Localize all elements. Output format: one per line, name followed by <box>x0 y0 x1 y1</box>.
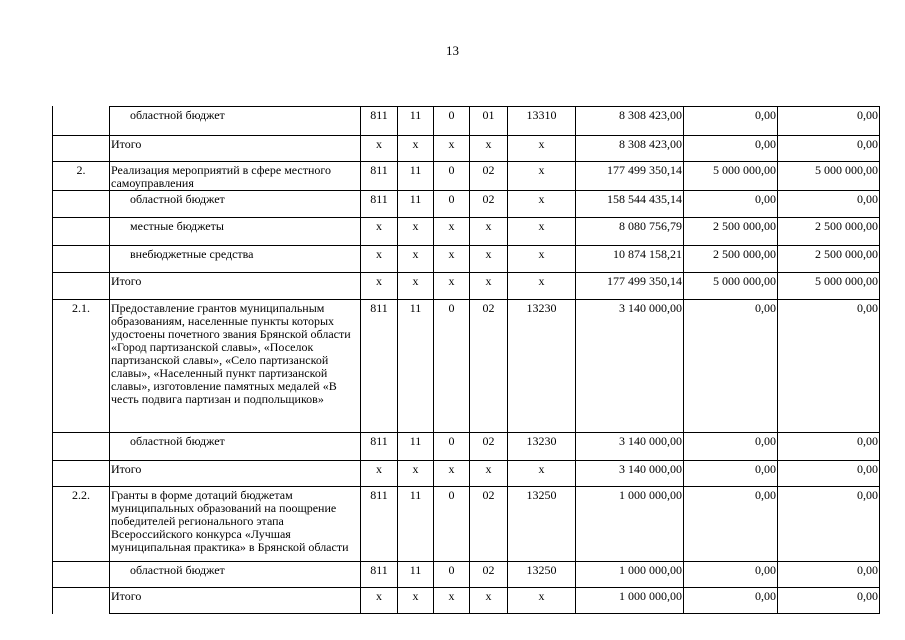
section-code-cell: х <box>398 246 434 273</box>
direction-code-cell: 13250 <box>508 562 576 588</box>
direction-code-cell: х <box>508 191 576 218</box>
amount-year3-cell: 0,00 <box>778 461 880 487</box>
subprogram-code-cell: 01 <box>470 107 508 136</box>
table-row <box>53 300 880 433</box>
amount-year1-cell: 8 308 423,00 <box>576 136 684 162</box>
direction-code-cell: 13310 <box>508 107 576 136</box>
section-code-cell: 11 <box>398 487 434 562</box>
row-number-cell: 2.1. <box>53 300 110 433</box>
amount-year3-cell: 0,00 <box>778 191 880 218</box>
row-number-cell <box>53 433 110 461</box>
subprogram-code-cell: х <box>470 218 508 246</box>
direction-code-cell: х <box>508 136 576 162</box>
amount-year1-cell: 3 140 000,00 <box>576 461 684 487</box>
grbs-code-cell: 811 <box>361 191 398 218</box>
row-number-cell <box>53 218 110 246</box>
section-code-cell: х <box>398 136 434 162</box>
amount-year2-cell: 2 500 000,00 <box>684 218 778 246</box>
program-code-cell: х <box>434 588 470 614</box>
direction-code-cell: х <box>508 246 576 273</box>
row-number-cell <box>53 107 110 136</box>
direction-code-cell: 13230 <box>508 300 576 433</box>
grbs-code-cell: х <box>361 461 398 487</box>
row-name-cell: Итого <box>110 273 361 300</box>
row-number-cell <box>53 461 110 487</box>
grbs-code-cell: 811 <box>361 433 398 461</box>
program-code-cell: 0 <box>434 162 470 191</box>
amount-year2-cell: 0,00 <box>684 136 778 162</box>
amount-year2-cell: 0,00 <box>684 191 778 218</box>
grbs-code-cell: х <box>361 273 398 300</box>
amount-year2-cell: 5 000 000,00 <box>684 162 778 191</box>
direction-code-cell: х <box>508 273 576 300</box>
subprogram-code-cell: 02 <box>470 162 508 191</box>
section-code-cell: х <box>398 218 434 246</box>
table-row <box>53 107 880 136</box>
subprogram-code-cell: х <box>470 273 508 300</box>
amount-year2-cell: 5 000 000,00 <box>684 273 778 300</box>
section-code-cell: 11 <box>398 162 434 191</box>
amount-year2-cell: 0,00 <box>684 433 778 461</box>
amount-year1-cell: 3 140 000,00 <box>576 300 684 433</box>
section-code-cell: 11 <box>398 191 434 218</box>
table-row <box>53 273 880 300</box>
table-row <box>53 433 880 461</box>
grbs-code-cell: 811 <box>361 162 398 191</box>
table-row <box>53 246 880 273</box>
grbs-code-cell: 811 <box>361 487 398 562</box>
program-code-cell: 0 <box>434 107 470 136</box>
direction-code-cell: х <box>508 588 576 614</box>
program-code-cell: х <box>434 136 470 162</box>
table-row <box>53 461 880 487</box>
amount-year3-cell: 2 500 000,00 <box>778 218 880 246</box>
grbs-code-cell: 811 <box>361 562 398 588</box>
program-code-cell: х <box>434 273 470 300</box>
row-number-cell <box>53 136 110 162</box>
table-row <box>53 487 880 562</box>
amount-year3-cell: 0,00 <box>778 588 880 614</box>
row-name-cell: Итого <box>110 136 361 162</box>
grbs-code-cell: х <box>361 218 398 246</box>
amount-year1-cell: 1 000 000,00 <box>576 588 684 614</box>
amount-year1-cell: 1 000 000,00 <box>576 562 684 588</box>
subprogram-code-cell: х <box>470 136 508 162</box>
amount-year1-cell: 8 080 756,79 <box>576 218 684 246</box>
grbs-code-cell: х <box>361 136 398 162</box>
grbs-code-cell: 811 <box>361 300 398 433</box>
program-code-cell: 0 <box>434 433 470 461</box>
row-name-cell: внебюджетные средства <box>110 246 361 273</box>
table-row <box>53 588 880 614</box>
subprogram-code-cell: 02 <box>470 433 508 461</box>
amount-year2-cell: 0,00 <box>684 461 778 487</box>
row-number-cell <box>53 588 110 614</box>
amount-year3-cell: 5 000 000,00 <box>778 162 880 191</box>
subprogram-code-cell: 02 <box>470 487 508 562</box>
program-code-cell: 0 <box>434 487 470 562</box>
amount-year3-cell: 0,00 <box>778 107 880 136</box>
amount-year1-cell: 177 499 350,14 <box>576 162 684 191</box>
row-name-cell: областной бюджет <box>110 191 361 218</box>
amount-year2-cell: 0,00 <box>684 588 778 614</box>
amount-year2-cell: 2 500 000,00 <box>684 246 778 273</box>
row-number-cell: 2.2. <box>53 487 110 562</box>
section-code-cell: х <box>398 273 434 300</box>
amount-year1-cell: 8 308 423,00 <box>576 107 684 136</box>
section-code-cell: 11 <box>398 300 434 433</box>
row-name-cell: областной бюджет <box>110 433 361 461</box>
subprogram-code-cell: х <box>470 588 508 614</box>
amount-year3-cell: 0,00 <box>778 136 880 162</box>
program-code-cell: 0 <box>434 562 470 588</box>
table-row <box>53 136 880 162</box>
table-row <box>53 218 880 246</box>
row-name-cell: Итого <box>110 461 361 487</box>
section-code-cell: х <box>398 461 434 487</box>
direction-code-cell: х <box>508 218 576 246</box>
table-row <box>53 191 880 218</box>
grbs-code-cell: х <box>361 246 398 273</box>
direction-code-cell: 13230 <box>508 433 576 461</box>
section-code-cell: х <box>398 588 434 614</box>
amount-year1-cell: 177 499 350,14 <box>576 273 684 300</box>
row-number-cell <box>53 246 110 273</box>
budget-table <box>52 106 880 614</box>
amount-year3-cell: 0,00 <box>778 487 880 562</box>
table-row <box>53 162 880 191</box>
program-code-cell: х <box>434 218 470 246</box>
subprogram-code-cell: 02 <box>470 300 508 433</box>
amount-year2-cell: 0,00 <box>684 487 778 562</box>
section-code-cell: 11 <box>398 107 434 136</box>
amount-year1-cell: 158 544 435,14 <box>576 191 684 218</box>
subprogram-code-cell: х <box>470 246 508 273</box>
direction-code-cell: х <box>508 461 576 487</box>
row-number-cell <box>53 273 110 300</box>
subprogram-code-cell: х <box>470 461 508 487</box>
program-code-cell: 0 <box>434 300 470 433</box>
subprogram-code-cell: 02 <box>470 562 508 588</box>
amount-year2-cell: 0,00 <box>684 300 778 433</box>
row-name-cell: Реализация мероприятий в сфере местного самоуправления <box>110 162 361 191</box>
amount-year3-cell: 5 000 000,00 <box>778 273 880 300</box>
amount-year1-cell: 1 000 000,00 <box>576 487 684 562</box>
row-number-cell: 2. <box>53 162 110 191</box>
table-row <box>53 562 880 588</box>
section-code-cell: 11 <box>398 433 434 461</box>
row-name-cell: Итого <box>110 588 361 614</box>
amount-year2-cell: 0,00 <box>684 107 778 136</box>
row-number-cell <box>53 191 110 218</box>
amount-year2-cell: 0,00 <box>684 562 778 588</box>
row-name-cell: Гранты в форме дотаций бюджетам муниципальных образований на поощрение победителей регионального этапа Всероссийского конкурса «Лучшая муниципальная практика» в Брянской области <box>110 487 361 562</box>
direction-code-cell: х <box>508 162 576 191</box>
section-code-cell: 11 <box>398 562 434 588</box>
program-code-cell: х <box>434 246 470 273</box>
amount-year3-cell: 0,00 <box>778 562 880 588</box>
row-name-cell: областной бюджет <box>110 107 361 136</box>
amount-year3-cell: 2 500 000,00 <box>778 246 880 273</box>
row-name-cell: областной бюджет <box>110 562 361 588</box>
amount-year3-cell: 0,00 <box>778 433 880 461</box>
grbs-code-cell: х <box>361 588 398 614</box>
amount-year1-cell: 10 874 158,21 <box>576 246 684 273</box>
row-number-cell <box>53 562 110 588</box>
page-number: 13 <box>446 43 459 58</box>
program-code-cell: 0 <box>434 191 470 218</box>
grbs-code-cell: 811 <box>361 107 398 136</box>
direction-code-cell: 13250 <box>508 487 576 562</box>
row-name-cell: местные бюджеты <box>110 218 361 246</box>
subprogram-code-cell: 02 <box>470 191 508 218</box>
row-name-cell: Предоставление грантов муниципальным образованиям, населенные пункты которых удостоены почетного звания Брянской области «Город партизанской славы», «Поселок партизанской славы», «Село партизанской славы», «Населенный пункт партизанской славы», изготовление памятных медалей «В честь подвига партизан и подпольщиков» <box>110 300 361 433</box>
amount-year1-cell: 3 140 000,00 <box>576 433 684 461</box>
amount-year3-cell: 0,00 <box>778 300 880 433</box>
program-code-cell: х <box>434 461 470 487</box>
